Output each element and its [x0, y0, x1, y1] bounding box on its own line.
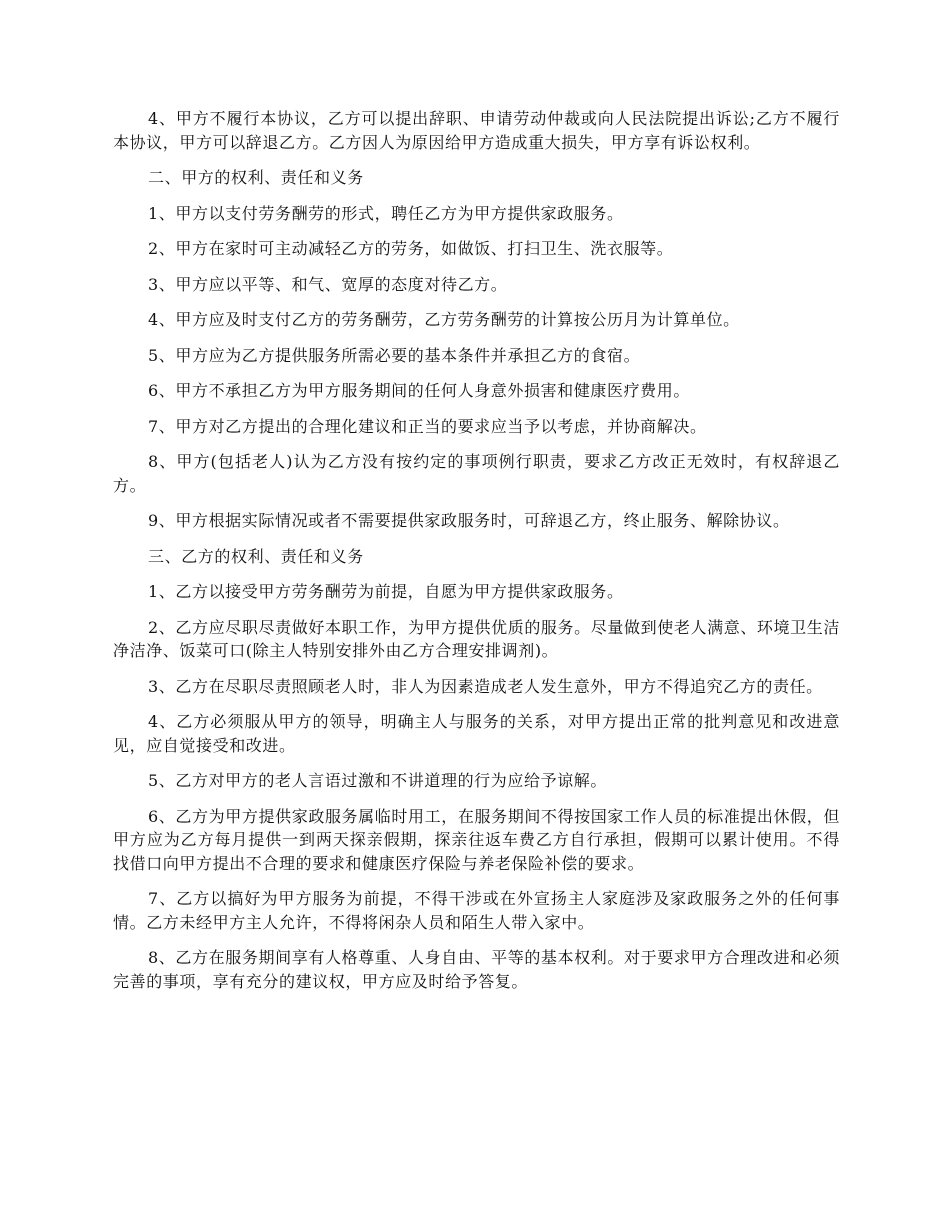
- party-a-clause-7: 7、甲方对乙方提出的合理化建议和正当的要求应当予以考虑，并协商解决。: [148, 416, 707, 436]
- clause-4-termination-rights: 4、甲方不履行本协议，乙方可以提出辞职、申请劳动仲裁或向人民法院提出诉讼;乙方不履行本协议，甲方可以辞退乙方。乙方因人为原因给甲方造成重大损失，甲方享有诉讼权利。: [113, 109, 840, 152]
- party-b-clause-5: 5、乙方对甲方的老人言语过激和不讲道理的行为应给予谅解。: [148, 771, 607, 790]
- party-a-clause-5: 5、甲方应为乙方提供服务所需必要的基本条件并承担乙方的食宿。: [148, 345, 641, 365]
- party-b-clause-6: 6、乙方为甲方提供家政服务属临时用工，在服务期间不得按国家工作人员的标准提出休假，但甲方应为乙方每月提供一到两天探亲假期，探亲往返车费乙方自行承担，假期可以累计使用。不得找借口向甲方提出不合理的要求和健康医疗保险与养老保险补偿的要求。: [113, 806, 840, 873]
- party-a-clause-2: 2、甲方在家时可主动减轻乙方的劳务，如做饭、打扫卫生、洗衣服等。: [148, 239, 674, 258]
- party-a-clause-3: 3、甲方应以平等、和气、宽厚的态度对待乙方。: [148, 274, 508, 294]
- party-b-clause-4: 4、乙方必须服从甲方的领导，明确主人与服务的关系，对甲方提出正常的批判意见和改进意见，应自觉接受和改进。: [113, 712, 840, 755]
- party-b-clause-7: 7、乙方以搞好为甲方服务为前提，不得干涉或在外宣扬主人家庭涉及家政服务之外的任何事情。乙方未经甲方主人允许，不得将闲杂人员和陌生人带入家中。: [113, 889, 840, 932]
- party-a-clause-8: 8、甲方(包括老人)认为乙方没有按约定的事项例行职责，要求乙方改正无效时，有权辞退乙方。: [113, 452, 840, 495]
- party-b-clause-8: 8、乙方在服务期间享有人格尊重、人身自由、平等的基本权利。对于要求甲方合理改进和必须完善的事项，享有充分的建议权，甲方应及时给予答复。: [113, 948, 840, 991]
- party-a-clause-4: 4、甲方应及时支付乙方的劳务酬劳，乙方劳务酬劳的计算按公历月为计算单位。: [148, 310, 740, 329]
- party-a-clause-9: 9、甲方根据实际情况或者不需要提供家政服务时，可辞退乙方，终止服务、解除协议。: [148, 511, 790, 530]
- party-b-clause-1: 1、乙方以接受甲方劳务酬劳为前提，自愿为甲方提供家政服务。: [148, 582, 624, 601]
- party-a-clause-1: 1、甲方以支付劳务酬劳的形式，聘任乙方为甲方提供家政服务。: [148, 203, 624, 223]
- document-page: [113, 107, 840, 1005]
- section-heading-party-a: 二、甲方的权利、责任和义务: [148, 168, 364, 187]
- section-heading-party-b: 三、乙方的权利、责任和义务: [148, 546, 364, 566]
- party-b-clause-3: 3、乙方在尽职尽责照顾老人时，非人为因素造成老人发生意外，甲方不得追究乙方的责任。: [148, 676, 823, 696]
- party-b-clause-2: 2、乙方应尽职尽责做好本职工作，为甲方提供优质的服务。尽量做到使老人满意、环境卫生洁净洁净、饭菜可口(除主人特别安排外由乙方合理安排调剂)。: [113, 617, 840, 660]
- party-a-clause-6: 6、甲方不承担乙方为甲方服务期间的任何人身意外损害和健康医疗费用。: [148, 381, 690, 400]
